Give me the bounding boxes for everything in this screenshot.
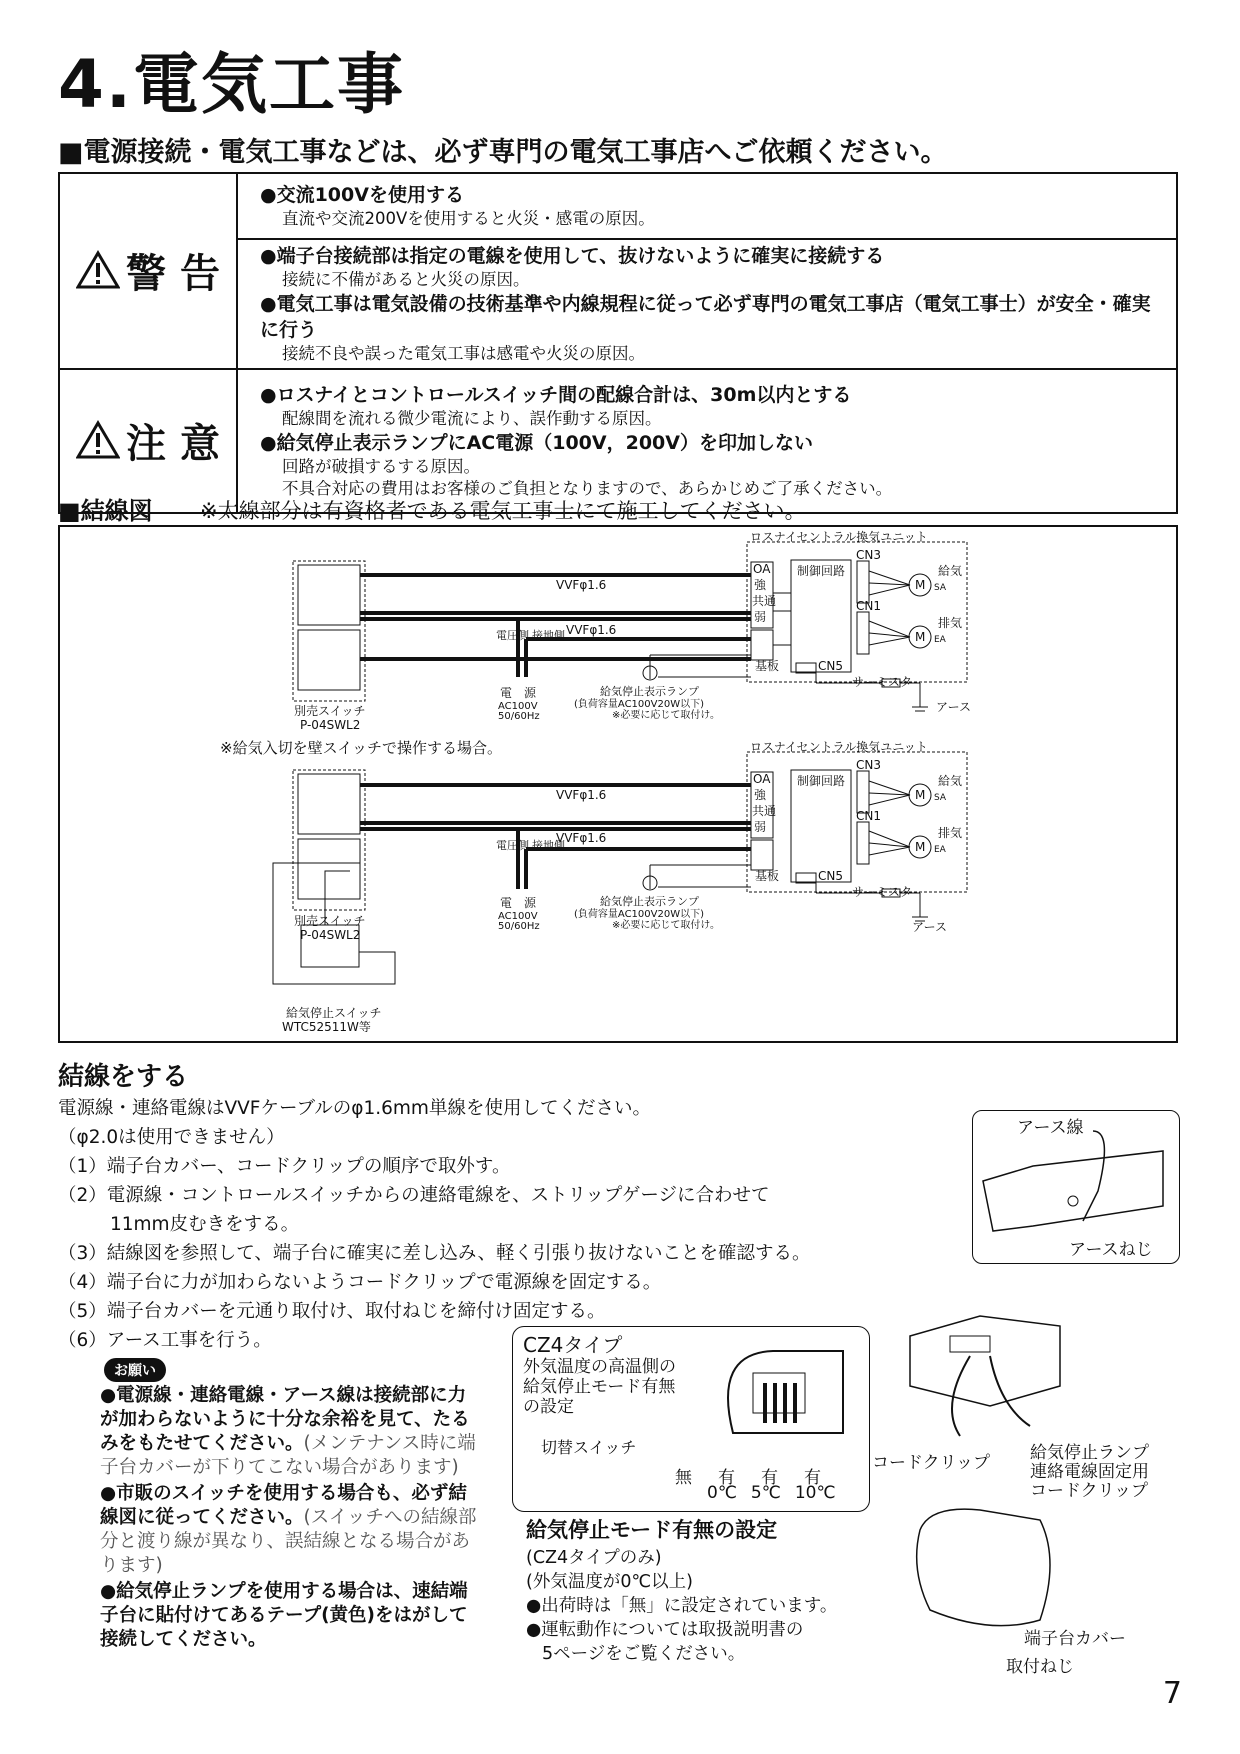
cz4-opt-3: 有	[761, 1468, 778, 1488]
request-badge: お願い	[104, 1358, 166, 1382]
svg-text:(負荷容量AC100V20W以下): (負荷容量AC100V20W以下)	[574, 909, 704, 920]
cz4-desc	[523, 1357, 676, 1417]
svg-text:サーミスタ: サーミスタ	[852, 885, 913, 899]
svg-text:サーミスタ: サーミスタ	[852, 675, 913, 689]
mode-text	[526, 1546, 837, 1666]
svg-text:M: M	[915, 788, 926, 802]
cz4-temp-2: 5℃	[750, 1483, 781, 1503]
wiring-diagram	[58, 525, 1178, 1043]
svg-text:弱: 弱	[754, 610, 767, 624]
svg-text:給気停止スイッチ: 給気停止スイッチ	[286, 1006, 382, 1020]
svg-text:SA: SA	[934, 583, 947, 593]
svg-text:ロスナイセントラル換気ユニット: ロスナイセントラル換気ユニット	[750, 740, 928, 754]
svg-text:排気: 排気	[938, 826, 963, 840]
mode-bullet-2: ●運転動作については取扱説明書の	[526, 1620, 804, 1640]
warning-label: 警 告	[126, 250, 220, 297]
earth-wire-label: アース線	[1017, 1118, 1084, 1138]
request-notes	[100, 1384, 480, 1654]
wiring-step-5: （5）端子台カバーを元通り取付け、取付ねじを締付け固定する。	[58, 1301, 606, 1322]
svg-text:※必要に応じて取付け。: ※必要に応じて取付け。	[612, 920, 720, 931]
wiring-heading: 結線をする	[58, 1062, 189, 1092]
wiring-diagram-note: ※太線部分は有資格者である電気工事士にて施工してください。	[200, 499, 806, 523]
cz4-opt-1: 無	[675, 1468, 692, 1488]
request-item-2-sub: (スイッチへの結線部分と渡り線が異なり、誤結線となる場合があります)	[100, 1507, 477, 1576]
svg-text:制御回路: 制御回路	[797, 774, 846, 788]
request-item-2: ●市販のスイッチを使用する場合も、必ず結線図に従ってください。	[100, 1483, 467, 1528]
svg-text:弱: 弱	[754, 820, 767, 834]
svg-text:WTC52511W等: WTC52511W等	[282, 1020, 371, 1034]
cz4-switch-label: 切替スイッチ	[541, 1438, 637, 1457]
svg-text:(負荷容量AC100V20W以下): (負荷容量AC100V20W以下)	[574, 699, 704, 710]
cz4-opt-4: 有	[804, 1468, 821, 1488]
svg-text:VVFφ1.6: VVFφ1.6	[556, 788, 607, 802]
svg-text:CN3: CN3	[856, 548, 881, 562]
svg-text:アース: アース	[912, 920, 948, 934]
mode-heading: 給気停止モード有無の設定	[526, 1518, 778, 1542]
earth-screw-label: アースねじ	[1069, 1240, 1153, 1260]
caution-label: 注 意	[126, 420, 220, 467]
svg-text:M: M	[915, 630, 926, 644]
wiring-step-4: （4）端子台に力が加わらないようコードクリップで電源線を固定する。	[58, 1272, 662, 1293]
mode-bullet-1: ●出荷時は「無」に設定されています。	[526, 1596, 838, 1616]
wiring-step-2-cont: 11mm皮むきをする。	[110, 1214, 300, 1235]
warning-row-1	[237, 173, 1177, 239]
wiring-step-3: （3）結線図を参照して、端子台に確実に差し込み、軽く引張り抜けないことを確認する。	[58, 1243, 811, 1264]
wiring-intro-2: （φ2.0は使用できません）	[58, 1127, 285, 1148]
cz4-temp-3: 10℃	[794, 1483, 836, 1503]
wiring-diagram-svg	[60, 527, 1176, 1041]
warning-icon	[76, 250, 120, 290]
cz4-desc-3: の設定	[523, 1397, 574, 1417]
screw-label: 取付ねじ	[1006, 1657, 1074, 1677]
caution-row	[237, 369, 1177, 513]
safety-table	[58, 172, 1178, 514]
terminal-illustration	[880, 1296, 1080, 1446]
cz4-temp-1: 0℃	[707, 1483, 737, 1503]
svg-text:P-04SWL2: P-04SWL2	[300, 928, 361, 942]
wiring-diagram-heading: ■結線図	[58, 497, 153, 525]
svg-text:M: M	[915, 840, 926, 854]
svg-text:強: 強	[754, 788, 767, 802]
page-title: 4.電気工事	[58, 46, 405, 123]
svg-text:※給気入切を壁スイッチで操作する場合。: ※給気入切を壁スイッチで操作する場合。	[220, 739, 502, 757]
unit-label-1: ロスナイセントラル換気ユニット	[750, 530, 928, 544]
svg-text:排気: 排気	[938, 616, 963, 630]
svg-text:50/60Hz: 50/60Hz	[498, 921, 540, 932]
lead-text: ■電源接続・電気工事などは、必ず専門の電気工事店へご依頼ください。	[58, 137, 948, 168]
warning-item-2-sub: 接続に不備があると火災の原因。	[282, 270, 530, 289]
cz4-desc-2: 給気停止モード有無	[523, 1377, 676, 1397]
page-number: 7	[1162, 1676, 1182, 1711]
warning-item-1-sub: 直流や交流200Vを使用すると火災・感電の原因。	[282, 209, 655, 228]
cz4-title: CZ4タイプ	[523, 1333, 623, 1357]
lamp-clip-1: 給気停止ランプ	[1030, 1443, 1149, 1463]
cz4-desc-1: 外気温度の高温側の	[523, 1357, 676, 1377]
svg-text:CN1: CN1	[856, 599, 881, 613]
svg-text:共通: 共通	[752, 594, 777, 608]
caution-item-1: ●ロスナイとコントロールスイッチ間の配線合計は、30m以内とする	[260, 384, 852, 406]
request-item-1-sub: (メンテナンス時に端子台カバーが下りてこない場合があります)	[100, 1433, 476, 1478]
svg-text:共通: 共通	[752, 804, 777, 818]
svg-text:VVFφ1.6: VVFφ1.6	[556, 831, 607, 845]
svg-text:アース: アース	[936, 700, 972, 714]
svg-text:AC100V: AC100V	[498, 911, 538, 922]
svg-text:VVFφ1.6: VVFφ1.6	[556, 578, 607, 592]
wiring-intro-1: 電源線・連絡電線はVVFケーブルのφ1.6mm単線を使用してください。	[58, 1098, 651, 1119]
svg-text:CN5: CN5	[818, 659, 843, 673]
lamp-clip-label	[1030, 1444, 1149, 1501]
svg-text:給気: 給気	[938, 564, 963, 578]
caution-item-2-sub: 回路が破損するする原因。	[282, 457, 480, 476]
svg-text:給気: 給気	[938, 774, 963, 788]
cz4-box	[512, 1326, 870, 1512]
wiring-step-6: （6）アース工事を行う。	[58, 1330, 272, 1351]
svg-text:CN1: CN1	[856, 809, 881, 823]
cover-illustration	[890, 1500, 1070, 1640]
warning-row-2	[237, 239, 1177, 369]
svg-text:別売スイッチ: 別売スイッチ	[294, 914, 366, 928]
svg-text:SA: SA	[934, 793, 947, 803]
warning-item-2: ●端子台接続部は指定の電線を使用して、抜けないように確実に接続する	[260, 245, 885, 267]
svg-text:50/60Hz: 50/60Hz	[498, 711, 540, 722]
svg-text:接地側: 接地側	[532, 839, 565, 852]
switch-illustration	[713, 1343, 853, 1443]
svg-text:別売スイッチ: 別売スイッチ	[294, 704, 366, 718]
svg-text:基板: 基板	[755, 659, 780, 673]
cord-clip-label: コードクリップ	[872, 1453, 990, 1473]
control-label-1: 制御回路	[797, 564, 846, 578]
warning-cell	[59, 173, 237, 369]
warning-item-1: ●交流100Vを使用する	[260, 184, 464, 206]
wiring-step-2: （2）電源線・コントロールスイッチからの連絡電線を、ストリップゲージに合わせて	[58, 1185, 770, 1206]
earth-illustration-box	[972, 1110, 1180, 1264]
svg-text:AC100V: AC100V	[498, 701, 538, 712]
caution-item-2-sub2: 不具合対応の費用はお客様のご負担となりますので、あらかじめご了承ください。	[282, 479, 893, 498]
svg-text:電 源: 電 源	[500, 896, 537, 910]
svg-text:OA: OA	[753, 562, 771, 576]
svg-text:M: M	[915, 578, 926, 592]
svg-text:接地側: 接地側	[532, 629, 565, 642]
svg-text:基板: 基板	[755, 869, 780, 883]
caution-icon	[76, 420, 120, 460]
cz4-opt-2: 有	[718, 1468, 735, 1488]
lamp-clip-3: コードクリップ	[1030, 1481, 1148, 1501]
svg-text:EA: EA	[934, 845, 946, 855]
svg-text:CN3: CN3	[856, 758, 881, 772]
caution-item-1-sub: 配線間を流れる微少電流により、誤作動する原因。	[282, 409, 662, 428]
mode-line-1: (CZ4タイプのみ)	[526, 1548, 662, 1568]
warning-item-3: ●電気工事は電気設備の技術基準や内線規程に従って必ず専門の電気工事店（電気工事士）が安全・確実に行う	[260, 293, 1151, 341]
request-item-1: ●電源線・連絡電線・アース線は接続部に力が加わらないように十分な余裕を見て、たるみをもたせてください。	[100, 1385, 470, 1454]
svg-text:電 源: 電 源	[500, 686, 537, 700]
mode-bullet-2-cont: 5ページをご覧ください。	[542, 1644, 746, 1664]
svg-text:CN5: CN5	[818, 869, 843, 883]
wiring-step-1: （1）端子台カバー、コードクリップの順序で取外す。	[58, 1156, 511, 1177]
svg-text:※必要に応じて取付け。: ※必要に応じて取付け。	[612, 710, 720, 721]
warning-item-3-sub: 接続不良や誤った電気工事は感電や火災の原因。	[282, 344, 645, 363]
svg-text:電圧側: 電圧側	[496, 839, 529, 852]
lamp-clip-2: 連絡電線固定用	[1030, 1462, 1149, 1482]
svg-text:給気停止表示ランプ: 給気停止表示ランプ	[600, 895, 699, 908]
cz4-temps	[707, 1483, 836, 1503]
svg-text:EA: EA	[934, 635, 946, 645]
caution-item-2: ●給気停止表示ランプにAC電源（100V，200V）を印加しない	[260, 432, 813, 454]
svg-text:電圧側: 電圧側	[496, 629, 529, 642]
svg-text:P-04SWL2: P-04SWL2	[300, 718, 361, 732]
request-item-3: ●給気停止ランプを使用する場合は、速結端子台に貼付けてあるテープ(黄色)をはがして接続してください。	[100, 1581, 468, 1650]
cover-label: 端子台カバー	[1024, 1629, 1126, 1649]
svg-text:給気停止表示ランプ: 給気停止表示ランプ	[600, 685, 699, 698]
svg-text:強: 強	[754, 578, 767, 592]
mode-line-2: (外気温度が0℃以上)	[526, 1572, 693, 1592]
svg-text:OA: OA	[753, 772, 771, 786]
svg-text:VVFφ1.6: VVFφ1.6	[566, 623, 617, 637]
